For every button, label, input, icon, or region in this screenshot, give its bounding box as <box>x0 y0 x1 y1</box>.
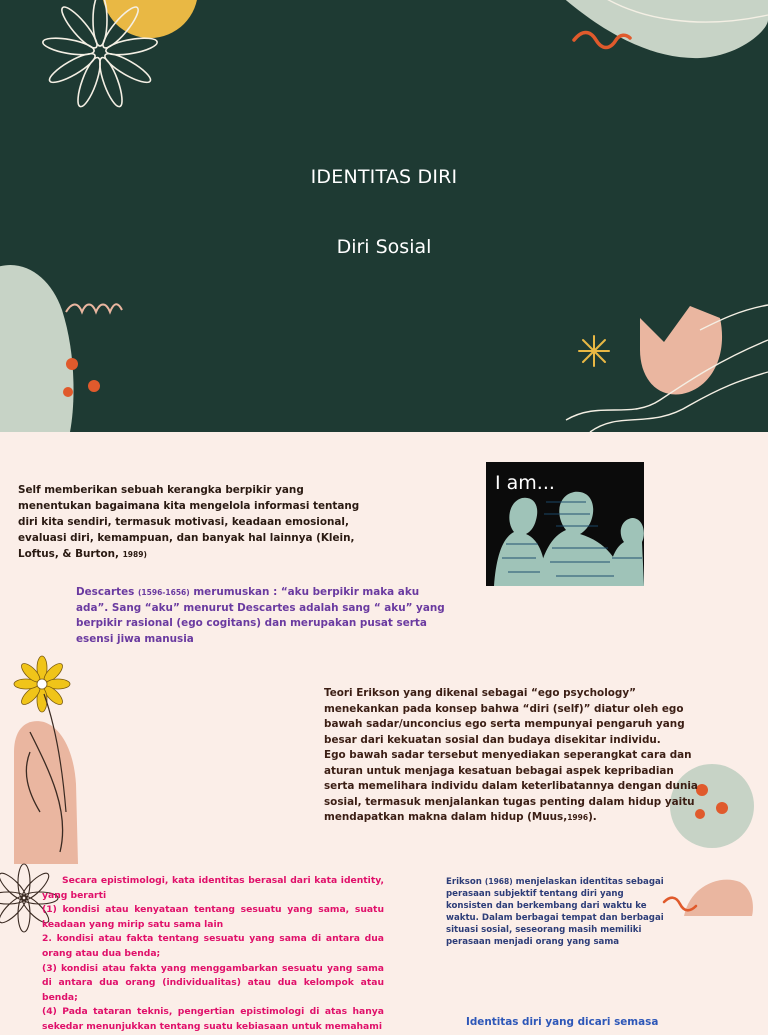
i-am-label: I am... <box>495 472 555 494</box>
slide-title-text: IDENTITAS DIRI <box>310 166 458 188</box>
descartes-text: merumuskan : “aku berpikir maka aku ada”. Sang “aku” menurut Descartes adalah sang “ aku” yang berpikir rasional (ego cogitans) dan merupakan pusat serta esensi jiwa manusia <box>76 586 445 645</box>
slide-self-concept <box>0 432 768 864</box>
i-am-image <box>486 462 644 586</box>
bottom-heading: Identitas diri yang dicari semasa <box>466 1016 659 1028</box>
slide-epistemology <box>0 864 768 1032</box>
orange-dot <box>66 358 78 370</box>
epistemology-line: (3) kondisi atau fakta yang menggambarkan sesuatu yang sama di antara dua orang (individualitas) atau dua kelompok atau benda; <box>42 962 384 1003</box>
slide-subtitle-text: Diri Sosial <box>336 236 432 258</box>
erikson-text-2-body: Ego bawah sadar tersebut menyediakan seperangkat cara dan aturan untuk menjaga kesatuan bebagai aspek kepribadian serta memelihara individu dalam keterlibatannya dengan dunia sosial, termasuk menjalankan tugas penting dalam hidup yaitu mendapatkan makna dalam hidup (Muus, <box>324 749 698 823</box>
erikson-text-2 <box>324 748 702 826</box>
descartes-name: Descartes <box>76 586 135 598</box>
sage-blob-shape <box>560 0 768 58</box>
erikson-text-1: Teori Erikson yang dikenal sebagai “ego psychology” menekankan pada konsep bahwa “diri (self)” diatur oleh ego bawah sadar/unconcius ego serta mempunyai pengaruh yang besar dari kekuatan sosial dan budaya disekitar individu. <box>324 687 685 746</box>
yellow-circle-shape <box>102 0 198 38</box>
descartes-paragraph <box>76 585 446 647</box>
beige-wave-shape <box>66 304 122 312</box>
epistemology-line: 2. kondisi atau fakta tentang sesuatu yang sama di antara dua orang atau dua benda; <box>42 933 384 959</box>
orange-dot <box>88 380 100 392</box>
erikson-1968-text: menjelaskan identitas sebagai perasaan subjektif tentang diri yang konsisten dan berkembang dari waktu ke waktu. Dalam berbagai tempat dan berbagai situasi sosial, seseorang masih memiliki perasaan menjadi orang yang sama <box>446 877 664 947</box>
erikson-1968-paragraph <box>446 876 672 948</box>
descartes-years: (1596-1656) <box>137 588 190 597</box>
slide-title <box>0 0 768 432</box>
self-citation-year: 1989) <box>122 550 147 559</box>
epistemology-line: (4) Pada tataran teknis, pengertian epistimologi di atas hanya sekedar menunjukkan tentang suatu kebiasaan untuk memahami <box>42 1006 384 1032</box>
orange-squiggle-shape <box>574 33 630 48</box>
orange-dot <box>63 387 73 397</box>
epistemology-paragraph <box>42 874 384 1035</box>
erikson-citation-end: ). <box>588 811 597 823</box>
title-decorations <box>0 0 768 432</box>
sage-blob-left-shape <box>0 265 74 432</box>
epistemology-line: (1) kondisi atau kenyataan tentang sesuatu yang sama, suatu keadaan yang mirip satu sama lain <box>42 904 384 930</box>
peach-tulip-shape <box>640 306 722 394</box>
peach-half-circle-shape <box>684 880 753 916</box>
erikson-paragraph <box>324 686 702 826</box>
yellow-flower-icon <box>14 656 70 712</box>
self-paragraph-text: Self memberikan sebuah kerangka berpikir yang menentukan bagaimana kita mengelola informasi tentang diri kita sendiri, termasuk motivasi, keadaan emosional, evaluasi diri, kemampuan, dan banyak hal lainnya (Klein, Loftus, & Burton, <box>18 484 360 560</box>
erikson-citation-year: 1996 <box>567 813 589 822</box>
self-paragraph <box>18 482 363 563</box>
orange-dot <box>716 802 728 814</box>
erikson-name: Erikson <box>446 877 482 887</box>
peach-blob-shape <box>14 721 78 864</box>
erikson-year: (1968) <box>484 877 513 886</box>
yellow-star-icon <box>579 336 609 366</box>
epistemology-line: Secara epistimologi, kata identitas berasal dari kata identity, yang berarti <box>42 875 384 901</box>
